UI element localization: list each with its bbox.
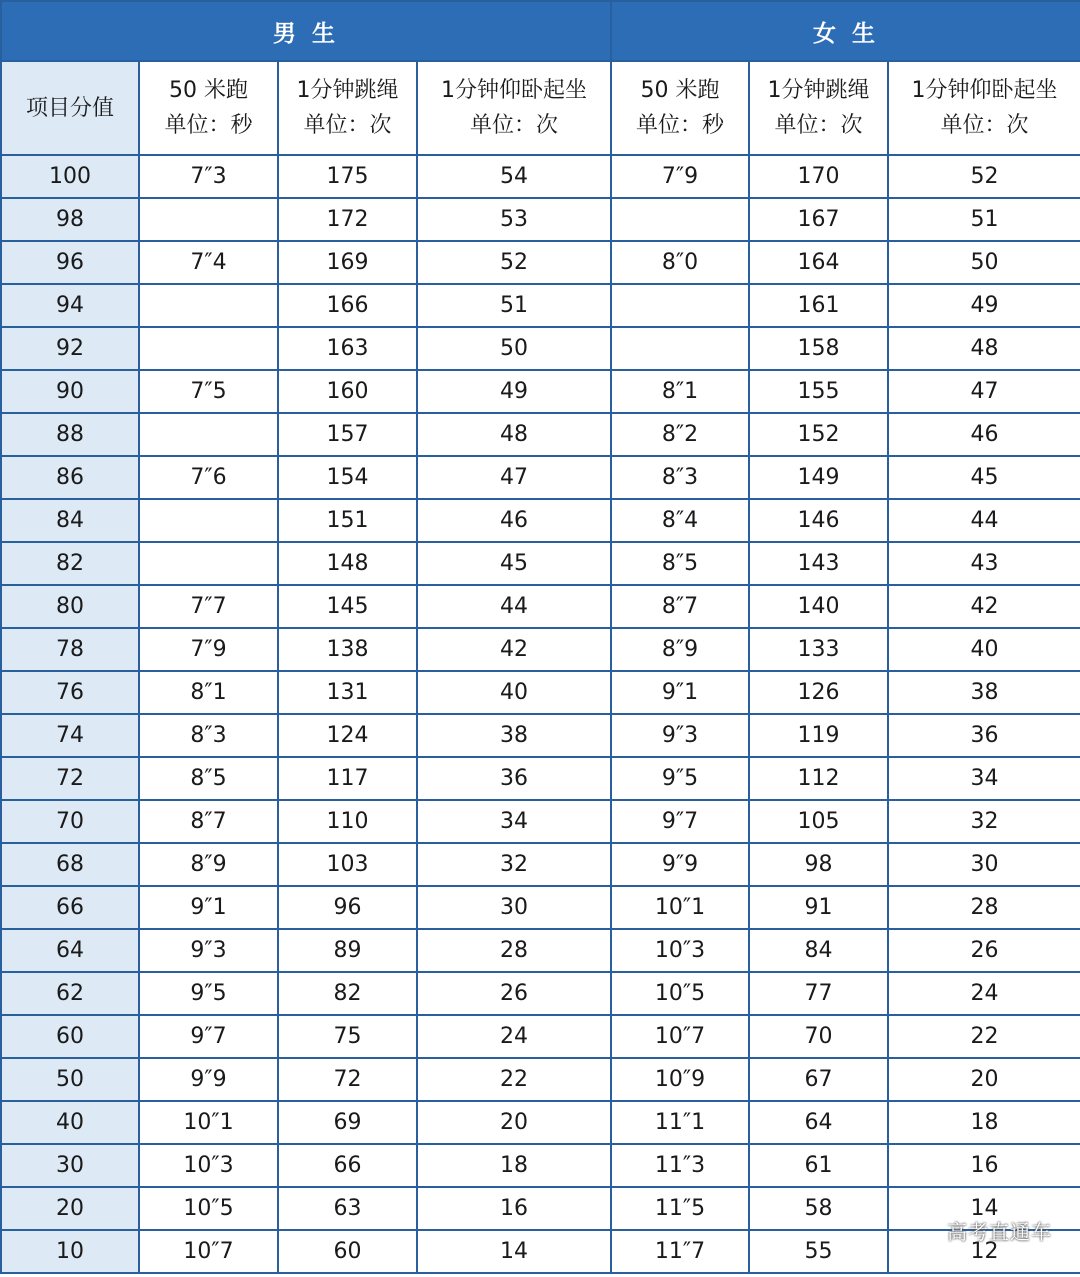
table-cell: 36 [417,757,611,800]
table-row [1,757,1080,800]
table-cell: 8″7 [139,800,278,843]
table-cell: 50 [888,241,1080,284]
table-cell: 52 [417,241,611,284]
table-cell: 22 [417,1058,611,1101]
table-cell: 47 [888,370,1080,413]
score-cell: 98 [1,198,139,241]
table-cell: 8″1 [611,370,749,413]
table-cell: 26 [417,972,611,1015]
table-row [1,413,1080,456]
table-cell: 9″9 [611,843,749,886]
table-cell: 8″3 [139,714,278,757]
table-cell: 11″1 [611,1101,749,1144]
table-cell: 50 [417,327,611,370]
table-row [1,929,1080,972]
column-header: 1分钟跳绳 单位：次 [749,61,888,155]
table-cell: 70 [749,1015,888,1058]
score-cell: 64 [1,929,139,972]
table-cell: 75 [278,1015,417,1058]
score-cell: 74 [1,714,139,757]
table-cell: 170 [749,155,888,198]
score-cell: 30 [1,1144,139,1187]
table-cell: 145 [278,585,417,628]
table-cell: 10″1 [611,886,749,929]
score-cell: 90 [1,370,139,413]
table-row [1,843,1080,886]
table-cell: 155 [749,370,888,413]
table-row [1,1230,1080,1273]
table-cell: 40 [888,628,1080,671]
table-cell: 84 [749,929,888,972]
table-cell: 38 [888,671,1080,714]
table-cell: 8″1 [139,671,278,714]
table-cell: 9″7 [139,1015,278,1058]
table-cell: 36 [888,714,1080,757]
table-row [1,542,1080,585]
score-cell: 72 [1,757,139,800]
table-cell: 158 [749,327,888,370]
table-cell: 44 [417,585,611,628]
table-cell: 8″2 [611,413,749,456]
column-header: 1分钟仰卧起坐 单位：次 [417,61,611,155]
score-cell: 68 [1,843,139,886]
table-cell [139,198,278,241]
table-cell: 58 [749,1187,888,1230]
table-cell: 49 [888,284,1080,327]
score-cell: 92 [1,327,139,370]
table-cell: 48 [888,327,1080,370]
table-row [1,284,1080,327]
table-cell: 164 [749,241,888,284]
table-cell: 143 [749,542,888,585]
score-cell: 96 [1,241,139,284]
table-cell [139,284,278,327]
column-header: 50 米跑 单位：秒 [611,61,749,155]
table-body [1,155,1080,1273]
table-cell [139,499,278,542]
table-cell: 48 [417,413,611,456]
table-cell: 160 [278,370,417,413]
table-row [1,800,1080,843]
table-cell: 105 [749,800,888,843]
table-cell: 11″7 [611,1230,749,1273]
score-cell: 70 [1,800,139,843]
table-cell: 112 [749,757,888,800]
score-cell: 80 [1,585,139,628]
table-row [1,886,1080,929]
table-cell: 24 [888,972,1080,1015]
table-cell: 89 [278,929,417,972]
table-cell: 9″1 [139,886,278,929]
table-cell: 151 [278,499,417,542]
table-cell: 20 [417,1101,611,1144]
table-cell: 175 [278,155,417,198]
score-cell: 78 [1,628,139,671]
score-cell: 82 [1,542,139,585]
table-cell: 138 [278,628,417,671]
table-cell: 32 [888,800,1080,843]
table-cell: 40 [417,671,611,714]
table-cell: 7″9 [139,628,278,671]
table-cell: 152 [749,413,888,456]
table-cell: 9″1 [611,671,749,714]
table-cell: 24 [417,1015,611,1058]
table-cell: 47 [417,456,611,499]
boys-header: 男 生 [1,1,611,61]
table-cell: 161 [749,284,888,327]
table-cell: 10″9 [611,1058,749,1101]
table-cell: 11″3 [611,1144,749,1187]
table-cell: 9″5 [139,972,278,1015]
table-cell: 34 [888,757,1080,800]
table-cell: 117 [278,757,417,800]
watermark: 高考直通车 [947,1220,1052,1244]
table-cell: 32 [417,843,611,886]
table-cell: 42 [417,628,611,671]
table-cell: 54 [417,155,611,198]
table-row [1,370,1080,413]
table-cell: 148 [278,542,417,585]
table-cell: 96 [278,886,417,929]
table-row [1,972,1080,1015]
table-cell: 51 [417,284,611,327]
table-cell: 38 [417,714,611,757]
score-cell: 84 [1,499,139,542]
table-cell: 16 [888,1144,1080,1187]
table-row [1,1015,1080,1058]
table-cell: 110 [278,800,417,843]
score-cell: 60 [1,1015,139,1058]
score-cell: 62 [1,972,139,1015]
table-cell: 44 [888,499,1080,542]
table-cell: 82 [278,972,417,1015]
table-cell: 10″1 [139,1101,278,1144]
table-cell: 18 [417,1144,611,1187]
table-cell: 34 [417,800,611,843]
table-cell: 10″3 [611,929,749,972]
table-cell: 8″9 [139,843,278,886]
table-cell [611,198,749,241]
table-cell: 10″5 [139,1187,278,1230]
score-cell: 40 [1,1101,139,1144]
table-row [1,1187,1080,1230]
table-cell: 98 [749,843,888,886]
table-cell: 8″5 [139,757,278,800]
table-cell: 169 [278,241,417,284]
table-cell: 60 [278,1230,417,1273]
table-cell: 12 [888,1230,1080,1273]
table-cell: 91 [749,886,888,929]
table-cell: 42 [888,585,1080,628]
table-cell: 63 [278,1187,417,1230]
table-cell: 77 [749,972,888,1015]
table-row [1,327,1080,370]
table-cell: 124 [278,714,417,757]
table-cell: 14 [888,1187,1080,1230]
table-cell: 9″9 [139,1058,278,1101]
score-cell: 76 [1,671,139,714]
table-row [1,1101,1080,1144]
table-cell: 46 [417,499,611,542]
score-column-header: 项目分值 [1,61,139,155]
table-cell: 72 [278,1058,417,1101]
table-row [1,241,1080,284]
table-cell: 30 [417,886,611,929]
table-cell: 8″0 [611,241,749,284]
table-cell: 133 [749,628,888,671]
table-cell: 51 [888,198,1080,241]
table-cell: 126 [749,671,888,714]
table-row [1,1058,1080,1101]
table-cell: 9″5 [611,757,749,800]
table-cell: 7″4 [139,241,278,284]
column-header: 50 米跑 单位：秒 [139,61,278,155]
table-row [1,198,1080,241]
score-cell: 66 [1,886,139,929]
table-cell: 45 [417,542,611,585]
table-cell: 7″5 [139,370,278,413]
score-cell: 88 [1,413,139,456]
table-cell: 166 [278,284,417,327]
table-cell: 66 [278,1144,417,1187]
table-cell: 46 [888,413,1080,456]
table-cell: 10″7 [611,1015,749,1058]
table-cell: 28 [888,886,1080,929]
table-cell: 7″9 [611,155,749,198]
table-cell: 9″3 [611,714,749,757]
table-cell [611,284,749,327]
table-cell [611,327,749,370]
table-cell: 140 [749,585,888,628]
table-cell: 18 [888,1101,1080,1144]
score-cell: 20 [1,1187,139,1230]
table-cell: 49 [417,370,611,413]
table-cell: 8″9 [611,628,749,671]
table-cell: 26 [888,929,1080,972]
score-cell: 50 [1,1058,139,1101]
table-cell: 43 [888,542,1080,585]
table-row [1,499,1080,542]
table-cell: 11″5 [611,1187,749,1230]
table-cell: 9″7 [611,800,749,843]
table-cell: 67 [749,1058,888,1101]
score-cell: 86 [1,456,139,499]
table-cell: 52 [888,155,1080,198]
table-cell: 103 [278,843,417,886]
table-row [1,1144,1080,1187]
table-cell: 14 [417,1230,611,1273]
table-cell: 8″3 [611,456,749,499]
table-cell: 10″7 [139,1230,278,1273]
table-cell: 20 [888,1058,1080,1101]
score-cell: 94 [1,284,139,327]
table-cell: 7″3 [139,155,278,198]
table-cell: 146 [749,499,888,542]
table-cell: 8″4 [611,499,749,542]
column-header: 1分钟跳绳 单位：次 [278,61,417,155]
table-cell: 45 [888,456,1080,499]
table-row [1,714,1080,757]
table-cell: 7″7 [139,585,278,628]
table-cell: 8″5 [611,542,749,585]
table-cell: 154 [278,456,417,499]
table-cell: 64 [749,1101,888,1144]
table-cell: 167 [749,198,888,241]
column-header: 1分钟仰卧起坐 单位：次 [888,61,1080,155]
table-row [1,155,1080,198]
table-cell: 7″6 [139,456,278,499]
table-row [1,456,1080,499]
table-cell: 69 [278,1101,417,1144]
table-row [1,585,1080,628]
table-cell: 163 [278,327,417,370]
table-cell: 53 [417,198,611,241]
table-cell: 8″7 [611,585,749,628]
table-cell: 157 [278,413,417,456]
score-cell: 100 [1,155,139,198]
table-cell: 119 [749,714,888,757]
table-row [1,628,1080,671]
table-cell: 9″3 [139,929,278,972]
table-cell: 131 [278,671,417,714]
table-cell: 172 [278,198,417,241]
table-cell: 61 [749,1144,888,1187]
table-cell: 10″5 [611,972,749,1015]
table-row [1,671,1080,714]
table-cell: 10″3 [139,1144,278,1187]
table-cell: 28 [417,929,611,972]
table-cell [139,327,278,370]
score-cell: 10 [1,1230,139,1273]
table-cell [139,413,278,456]
table-cell: 55 [749,1230,888,1273]
table-cell [139,542,278,585]
table-cell: 16 [417,1187,611,1230]
table-cell: 30 [888,843,1080,886]
table-cell: 149 [749,456,888,499]
girls-header: 女 生 [611,1,1080,61]
table-cell: 22 [888,1015,1080,1058]
